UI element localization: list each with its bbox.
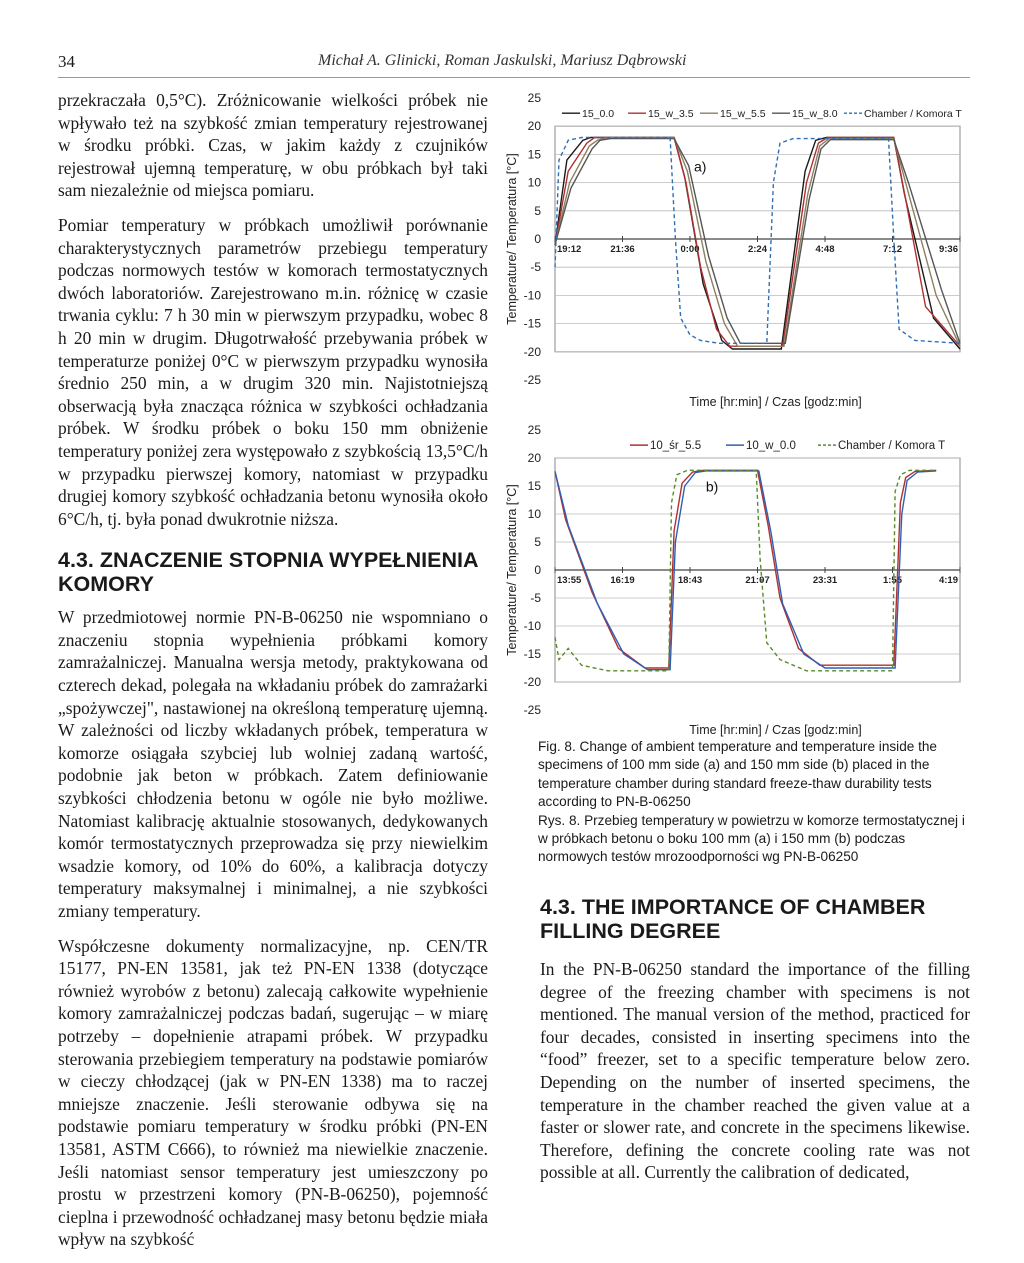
section-heading-en: 4.3. THE IMPORTANCE OF CHAMBER FILLING DEGREE — [540, 895, 926, 943]
header-rule — [58, 77, 970, 78]
y-tick-label: -25 — [523, 373, 541, 387]
x-tick-label: 18:43 — [677, 575, 703, 586]
x-tick-label: 19:12 — [557, 244, 582, 255]
panel-label: b) — [705, 478, 719, 495]
y-axis-label: Temperature/ Temperatura [°C] — [505, 484, 519, 656]
caption-english: Fig. 8. Change of ambient temperature and temperature inside the specimens of 100 mm side (a) and 150 mm side (b) placed in the temperature chamber during standard freeze-thaw durability tests according to PN-B-06250 — [538, 739, 937, 810]
legend-entry: Chamber / Komora T — [864, 108, 962, 121]
y-tick-label: -5 — [530, 591, 541, 605]
legend-entry: 15_w_3.5 — [648, 108, 694, 121]
page-number: 34 — [58, 52, 75, 71]
y-tick-label: -5 — [530, 260, 541, 275]
x-tick-label: 7:12 — [882, 244, 903, 255]
y-tick-label: 15 — [527, 479, 541, 493]
y-tick-label: -25 — [523, 703, 541, 717]
y-axis-label: Temperature/ Temperatura [°C] — [505, 153, 519, 325]
y-tick-label: 5 — [534, 535, 541, 549]
y-tick-label: -20 — [523, 344, 541, 359]
figure-caption — [538, 738, 978, 867]
legend-entry: 15_0.0 — [582, 108, 615, 121]
x-tick-label: 4:48 — [815, 244, 835, 255]
legend-entry: 10_w_0.0 — [746, 440, 796, 453]
x-tick-label: 2:24 — [747, 244, 768, 255]
y-tick-label: -10 — [523, 619, 541, 633]
paragraph: Współczesne dokumenty normalizacyjne, np. CEN/TR 15177, PN-EN 13581, jak też PN-EN 1338 (dotyczące również wyrobów z betonu) zalecają całkowite wypełnienie komory zamrażalniczej podczas badań, sugerując – w miarę potrzeby – dopełnienie atrapami próbek. W przypadku sterowania przebiegiem temperatury na podstawie pomiarów w cieczy chłodzącej (jak w PN-EN 1338) ma to raczej mniejsze znaczenie. Jeśli sterowanie odbywa się na podstawie pomiaru temperatury w środku próbki (PN-EN 13581, ASTM C666), to również ma niewielkie znaczenie. Jeśli natomiast sensor temperatury jest umieszczony po prostu w przestrzeni komory (PN-B-06250), pojemność cieplna i przewodność ochładzanej masy betonu będzie miała wpływ na szybkość — [58, 935, 488, 1250]
y-tick-label: 15 — [527, 147, 541, 162]
panel-label: a) — [693, 158, 707, 175]
x-tick-label: 21:36 — [610, 244, 635, 255]
x-tick-label: 23:31 — [812, 575, 838, 586]
x-tick-label: 16:19 — [610, 575, 635, 586]
legend-entry: Chamber / Komora T — [838, 440, 946, 453]
legend-entry: 15_w_8.0 — [792, 108, 838, 121]
x-tick-label: 0:00 — [680, 244, 700, 255]
section-heading-pl: 4.3. ZNACZENIE STOPNIA WYPEŁNIENIA KOMORY — [58, 548, 478, 597]
legend-entry: 10_śr_5.5 — [650, 440, 702, 453]
x-tick-label: 21:07 — [745, 575, 770, 586]
paragraph: In the PN-B-06250 standard the importance of the filling degree of the freezing chamber with specimens is not mentioned. The manual version of the method, practiced for four decades, consisted in inserting specimens into the “food” freezer, set to a specific temperature below zero. Depending on the number of inserted specimens, the temperature in the chamber reached the given value at a faster or slower rate, and concrete in the specimens likewise. Therefore, defining the concrete cooling rate was not possible at all. Currently the calibration of dedicated, — [540, 959, 970, 1183]
left-column — [58, 89, 488, 1263]
chart-panel-b — [500, 420, 970, 738]
y-tick-label: 10 — [527, 175, 541, 190]
y-tick-label: 0 — [534, 232, 541, 246]
x-tick-label: 9:36 — [938, 244, 958, 255]
y-tick-label: -20 — [523, 675, 541, 689]
y-tick-label: -15 — [523, 316, 541, 331]
y-tick-label: 25 — [527, 423, 541, 437]
y-tick-label: 25 — [527, 91, 541, 105]
series-line — [555, 470, 936, 668]
chart-panel-a — [500, 88, 970, 410]
running-header-authors: Michał A. Glinicki, Roman Jaskulski, Mariusz Dąbrowski — [318, 52, 687, 69]
y-tick-label: 20 — [527, 119, 541, 134]
y-tick-label: 20 — [527, 451, 541, 465]
x-tick-label: 13:55 — [557, 575, 582, 586]
x-tick-label: 1:55 — [882, 575, 903, 586]
paragraph: Pomiar temperatury w próbkach umożliwił porównanie charakterystycznych parametrów przebiegu temperatury podczas normowych testów w komorach termostatycznych dwóch laboratoriów. Zarejestrowano m.in. różnicę w czasie trwania cyklu: 7 h 30 min w pierwszym przypadku, wobec 8 h 20 min w drugim. Długotrwałość przebywania próbek w temperaturze poniżej 0°C w pierwszym przypadku wynosiła średnio 250 min, a w drugim 320 min. Najistotniejszą obserwacją była znacząca różnica w szybkości ochładzania próbek. W środku próbek o boku 150 mm obniżenie temperatury poniżej zera występowało z szybkością 13,5°C/h w przypadku pierwszej komory, natomiast w przypadku drugiej komory szybkość ochładzania betonu wynosiła około 6°C/h, tj. była ponad dwukrotnie niższa. — [58, 214, 488, 529]
y-tick-label: 5 — [534, 203, 541, 218]
x-axis-label: Time [hr:min] / Czas [godz:min] — [689, 723, 862, 737]
paragraph: przekraczała 0,5°C). Zróżnicowanie wielkości próbek nie wpływało też na szybkość zmian temperatury rejestrowanej w środku próbki. Czas, w jakim każdy z czujników rejestrował ujemną temperaturę, w obu próbkach był taki sam niezależnie od miejsca pomiaru. — [58, 90, 488, 201]
y-tick-label: 0 — [534, 563, 541, 577]
legend-entry: 15_w_5.5 — [720, 108, 766, 121]
x-tick-label: 4:19 — [938, 575, 958, 586]
right-column — [540, 958, 970, 1196]
x-axis-label: Time [hr:min] / Czas [godz:min] — [689, 395, 862, 409]
y-tick-label: -10 — [523, 288, 541, 303]
y-tick-label: -15 — [523, 647, 541, 661]
paragraph: W przedmiotowej normie PN-B-06250 nie wspomniano o znaczeniu stopnia wypełnienia próbkami komory zamrażalniczej. Manualna wersja metody, praktykowana od czterech dekad, polegała na wkładaniu próbek do zamrażarki „spożywczej", nastawionej na określoną temperaturę ujemną. W zależności od liczby wkładanych próbek, temperatura w komorze osiągała szybciej lub wolniej zadaną wartość, podobnie jak beton w próbkach. Zatem definiowanie szybkości chłodzenia betonu w ogóle nie było możliwe. Natomiast kalibrację aktualnie stosowanych, dedykowanych komór termostatycznych przeprowadza się przy niewielkim wsadzie komory, od 10% do 60%, a kalibracja dotyczy temperatury maksymalnej i minimalnej, a nie szybkości zmiany temperatury. — [58, 607, 488, 921]
y-tick-label: 10 — [527, 507, 541, 521]
caption-polish: Rys. 8. Przebieg temperatury w powietrzu w komorze termostatycznej i w próbkach betonu o boku 100 mm (a) i 150 mm (b) podczas normowych testów mrozoodporności wg PN-B-06250 — [538, 812, 965, 865]
